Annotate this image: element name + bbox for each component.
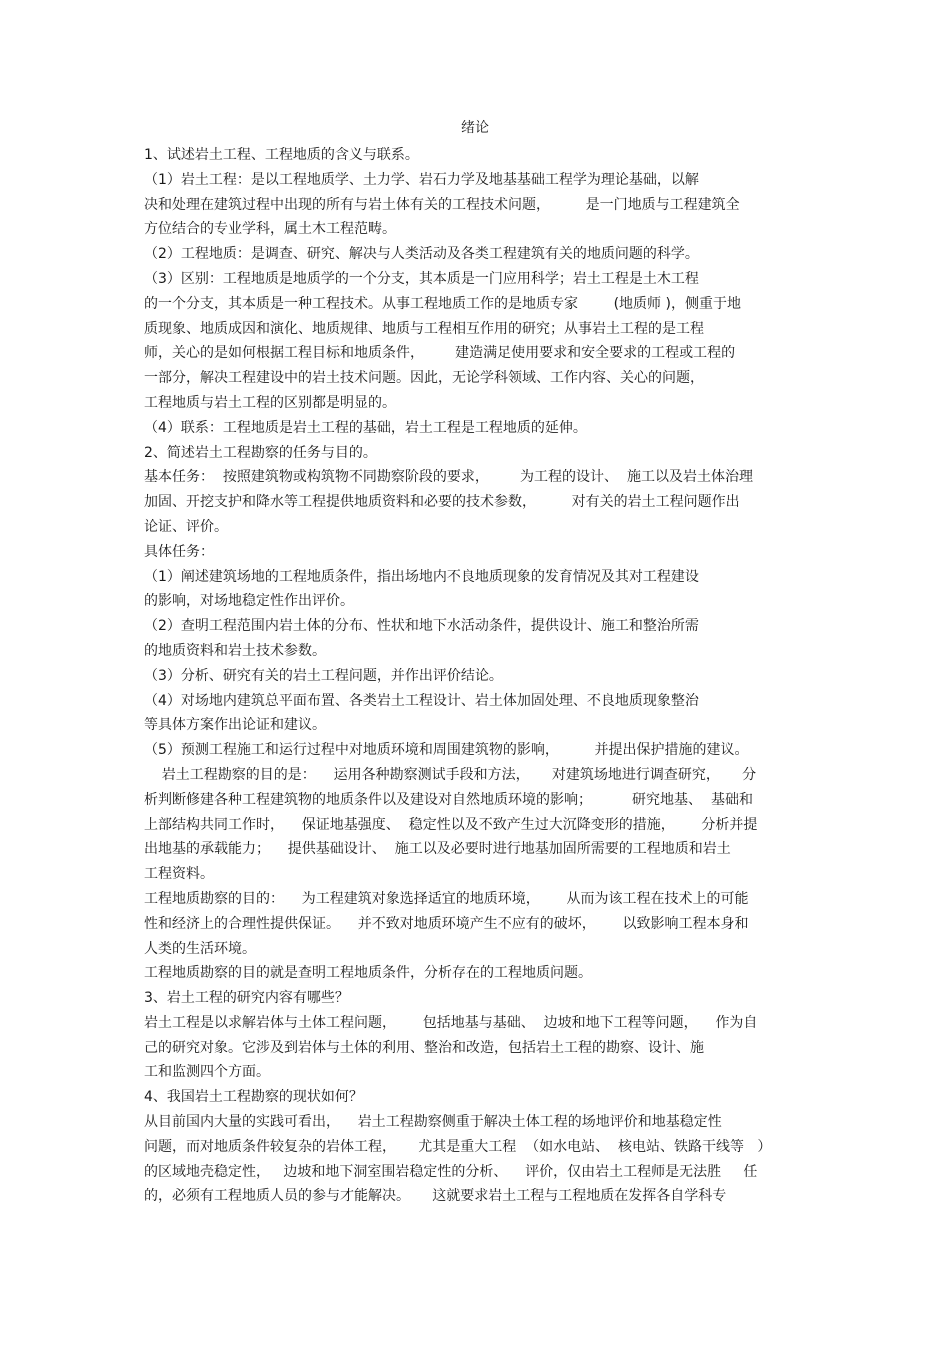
text-line: （3）区别：工程地质是地质学的一个分支，其本质是一门应用科学；岩土工程是土木工程 [144, 270, 699, 287]
text-line: 工程资料。 [144, 866, 214, 883]
text-line: 岩土工程勘察的目的是： 运用各种勘察测试手段和方法， 对建筑场地进行调查研究， 分 [144, 766, 757, 783]
text-line: （2）工程地质：是调查、研究、解决与人类活动及各类工程建筑有关的地质问题的科学。 [144, 246, 699, 263]
text-line: 工和监测四个方面。 [144, 1064, 270, 1081]
text-line: 3、岩土工程的研究内容有哪些？ [144, 990, 349, 1007]
text-line: 具体任务： [144, 543, 214, 560]
text-line: 的一个分支，其本质是一种工程技术。从事工程地质工作的是地质专家 (地质师 )，侧重于地 [144, 295, 741, 312]
text-line: 人类的生活环境。 [144, 940, 256, 957]
text-line: 的影响，对场地稳定性作出评价。 [144, 593, 354, 610]
text-line: 决和处理在建筑过程中出现的所有与岩土体有关的工程技术问题， 是一门地质与工程建筑全 [144, 196, 740, 213]
text-line: 析判断修建各种工程建筑物的地质条件以及建设对自然地质环境的影响； 研究地基、 基础和 [144, 791, 753, 808]
text-line: （1）阐述建筑场地的工程地质条件，指出场地内不良地质现象的发育情况及其对工程建设 [144, 568, 699, 585]
text-line: 从目前国内大量的实践可看出， 岩土工程勘察侧重于解决土体工程的场地评价和地基稳定性 [144, 1114, 722, 1131]
page-title: 绪论 [461, 120, 489, 136]
text-line: 的地质资料和岩土技术参数。 [144, 642, 326, 659]
text-line: 出地基的承载能力； 提供基础设计、 施工以及必要时进行地基加固所需要的工程地质和岩土 [144, 841, 731, 858]
text-line: （5）预测工程施工和运行过程中对地质环境和周围建筑物的影响， 并提出保护措施的建议。 [144, 742, 749, 759]
text-line: 工程地质勘察的目的就是查明工程地质条件，分析存在的工程地质问题。 [144, 965, 592, 982]
text-line: （4）联系：工程地质是岩土工程的基础，岩土工程是工程地质的延伸。 [144, 419, 587, 436]
text-line: 工程地质与岩土工程的区别都是明显的。 [144, 394, 396, 411]
text-line: 2、简述岩土工程勘察的任务与目的。 [144, 444, 377, 461]
text-line: 上部结构共同工作时， 保证地基强度、 稳定性以及不致产生过大沉降变形的措施， 分析并提 [144, 816, 758, 833]
text-line: 一部分，解决工程建设中的岩土技术问题。因此，无论学科领域、工作内容、关心的问题， [144, 370, 704, 387]
text-line: 性和经济上的合理性提供保证。 并不致对地质环境产生不应有的破坏， 以致影响工程本身和 [144, 915, 749, 932]
text-line: 基本任务： 按照建筑物或构筑物不同勘察阶段的要求， 为工程的设计、 施工以及岩土体治理 [144, 469, 753, 486]
text-line: （1）岩土工程：是以工程地质学、土力学、岩石力学及地基基础工程学为理论基础，以解 [144, 171, 699, 188]
text-line: （4）对场地内建筑总平面布置、各类岩土工程设计、岩土体加固处理、不良地质现象整治 [144, 692, 699, 709]
text-line: 加固、开挖支护和降水等工程提供地质资料和必要的技术参数， 对有关的岩土工程问题作出 [144, 494, 740, 511]
text-line: 4、我国岩土工程勘察的现状如何？ [144, 1089, 363, 1106]
text-line: 论证、评价。 [144, 518, 228, 535]
text-line: 问题，而对地质条件较复杂的岩体工程， 尤其是重大工程 （如水电站、 核电站、铁路干线等 ） [144, 1138, 772, 1155]
text-line: 的区域地壳稳定性， 边坡和地下洞室围岩稳定性的分析、 评价，仅由岩土工程师是无法胜 任 [144, 1163, 758, 1180]
text-line: 己的研究对象。它涉及到岩体与土体的利用、整治和改造，包括岩土工程的勘察、设计、施 [144, 1039, 704, 1056]
text-line: 工程地质勘察的目的： 为工程建筑对象选择适宜的地质环境， 从而为该工程在技术上的可能 [144, 890, 749, 907]
text-line: 师，关心的是如何根据工程目标和地质条件， 建造满足使用要求和安全要求的工程或工程的 [144, 345, 736, 362]
text-line: 方位结合的专业学科，属土木工程范畴。 [144, 221, 396, 238]
text-line: （3）分析、研究有关的岩土工程问题，并作出评价结论。 [144, 667, 503, 684]
text-line: 质现象、地质成因和演化、地质规律、地质与工程相互作用的研究；从事岩土工程的是工程 [144, 320, 704, 337]
text-line: 等具体方案作出论证和建议。 [144, 717, 326, 734]
text-line: （2）查明工程范围内岩土体的分布、性状和地下水活动条件，提供设计、施工和整治所需 [144, 618, 699, 635]
text-line: 岩土工程是以求解岩体与土体工程问题， 包括地基与基础、 边坡和地下工程等问题， 作为自 [144, 1014, 758, 1031]
document-body [144, 143, 806, 1209]
text-line: 1、试述岩土工程、工程地质的含义与联系。 [144, 147, 419, 163]
text-line: 的，必须有工程地质人员的参与才能解决。 这就要求岩土工程与工程地质在发挥各自学科专 [144, 1188, 727, 1205]
